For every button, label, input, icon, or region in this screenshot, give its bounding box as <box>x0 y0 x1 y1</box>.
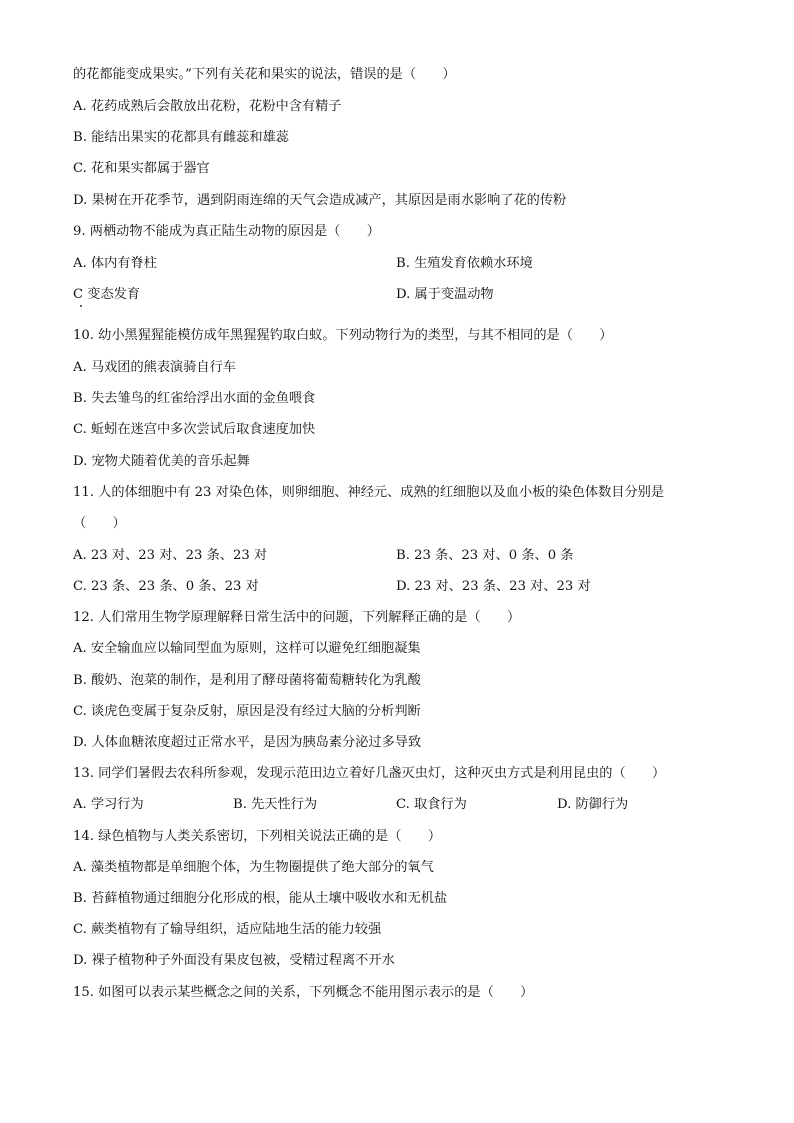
q14-stem: 14. 绿色植物与人类关系密切，下列相关说法正确的是（ ） <box>73 829 442 844</box>
q12-option-b: B. 酸奶、泡菜的制作，是利用了酵母菌将葡萄糖转化为乳酸 <box>73 673 421 688</box>
q13-option-a: A. 学习行为 <box>73 797 144 812</box>
q10-option-a: A. 马戏团的熊表演骑自行车 <box>73 360 236 375</box>
q9-option-a: A. 体内有脊柱 <box>73 256 157 271</box>
q14-option-a: A. 藻类植物都是单细胞个体，为生物圈提供了绝大部分的氧气 <box>73 860 434 875</box>
q10-option-d: D. 宠物犬随着优美的音乐起舞 <box>73 454 250 469</box>
q11-option-d: D. 23 对、23 条、23 对、23 对 <box>396 579 591 594</box>
stray-dot-mark <box>80 305 82 307</box>
q11-option-c: C. 23 条、23 条、0 条、23 对 <box>73 579 259 594</box>
q13-option-c: C. 取食行为 <box>396 797 467 812</box>
q11-paren: （ ） <box>73 516 126 531</box>
q9-option-d: D. 属于变温动物 <box>396 287 494 302</box>
q12-option-d: D. 人体血糖浓度超过正常水平，是因为胰岛素分泌过多导致 <box>73 735 422 750</box>
q14-option-c: C. 蕨类植物有了输导组织，适应陆地生活的能力较强 <box>73 922 382 937</box>
q9-options-row-2 <box>73 286 733 304</box>
q8-option-a: A. 花药成熟后会散放出花粉，花粉中含有精子 <box>73 99 342 114</box>
q9-option-c: C 变态发育 <box>73 287 141 302</box>
q15-stem: 15. 如图可以表示某些概念之间的关系，下列概念不能用图示表示的是（ ） <box>73 985 534 1000</box>
q9-options-row-1 <box>73 255 733 273</box>
q13-option-d: D. 防御行为 <box>557 797 629 812</box>
q13-stem: 13. 同学们暑假去农科所参观，发现示范田边立着好几盏灭虫灯，这种灭虫方式是利用昆虫的（ ） <box>73 766 666 781</box>
q9-option-b: B. 生殖发育依赖水环境 <box>396 256 533 271</box>
q8-option-d: D. 果树在开花季节，遇到阴雨连绵的天气会造成减产，其原因是雨水影响了花的传粉 <box>73 193 567 208</box>
q11-options-row-1 <box>73 547 733 565</box>
q11-stem: 11. 人的体细胞中有 23 对染色体，则卵细胞、神经元、成熟的红细胞以及血小板的染色体数目分别是 <box>73 485 665 500</box>
q11-option-b: B. 23 条、23 对、0 条、0 条 <box>396 548 574 563</box>
q8-option-b: B. 能结出果实的花都具有雌蕊和雄蕊 <box>73 130 289 145</box>
q10-stem: 10. 幼小黑猩猩能模仿成年黑猩猩钓取白蚁。下列动物行为的类型，与其不相同的是（ ） <box>73 328 613 343</box>
q13-options-row <box>73 796 733 814</box>
q8-stem-continuation: 的花都能变成果实。”下列有关花和果实的说法，错误的是（ ） <box>73 67 456 82</box>
q12-option-c: C. 谈虎色变属于复杂反射，原因是没有经过大脑的分析判断 <box>73 704 421 719</box>
q14-option-b: B. 苔藓植物通过细胞分化形成的根，能从土壤中吸收水和无机盐 <box>73 891 448 906</box>
q11-options-row-2 <box>73 578 733 596</box>
q10-option-c: C. 蚯蚓在迷宫中多次尝试后取食速度加快 <box>73 422 316 437</box>
q12-stem: 12. 人们常用生物学原理解释日常生活中的问题，下列解释正确的是（ ） <box>73 610 521 625</box>
q13-option-b: B. 先天性行为 <box>233 797 318 812</box>
q12-option-a: A. 安全输血应以输同型血为原则，这样可以避免红细胞凝集 <box>73 641 421 656</box>
q11-option-a: A. 23 对、23 对、23 条、23 对 <box>73 548 268 563</box>
q10-option-b: B. 失去雏鸟的红雀给浮出水面的金鱼喂食 <box>73 391 316 406</box>
q8-option-c: C. 花和果实都属于器官 <box>73 161 210 176</box>
q9-stem: 9. 两栖动物不能成为真正陆生动物的原因是（ ） <box>73 224 380 239</box>
q14-option-d: D. 裸子植物种子外面没有果皮包被，受精过程离不开水 <box>73 953 395 968</box>
